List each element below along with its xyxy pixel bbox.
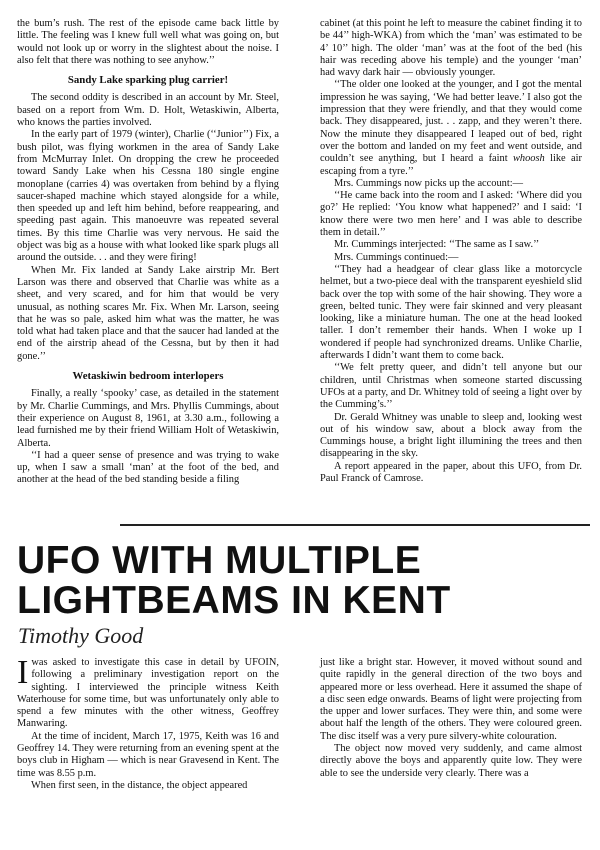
author-byline: Timothy Good <box>18 623 144 648</box>
paragraph: ‘‘We felt pretty queer, and didn’t tell anyone but our children, until Christmas when someone started discussing UFOs at a party, and Dr. Whitney told of seeing a light over by the Cumming’s.’’ <box>320 362 582 411</box>
paragraph: Dr. Gerald Whitney was unable to sleep and, looking west out of his window saw, about a block away from the Cummings house, a bright light illumining the trees and then disappearing in the sky. <box>320 411 582 460</box>
drop-cap: I <box>17 654 29 691</box>
paragraph: When Mr. Fix landed at Sandy Lake airstrip Mr. Bert Larson was there and observed that Charlie was white as a sheet, and very scared, and for him that would be very unusual, as nothing scares Mr. Fix. When Mr. Larson, seeing that he was so pale, asked him what was the matter, he was told what had taken place and that the saucer had landed at the end of the airstrip ahead of the Cessna, but by then it had gone.’’ <box>17 264 279 362</box>
paragraph <box>320 79 582 177</box>
section-divider <box>120 524 590 526</box>
paragraph: ‘‘I had a queer sense of presence and was trying to wake up, when I saw a small ‘man’ at the foot of the bed, and another at the head of the bed standing beside a filing <box>17 449 279 486</box>
section-heading: Sandy Lake sparking plug carrier! <box>67 74 229 87</box>
section-heading: Wetaskiwin bedroom interlopers <box>72 370 224 383</box>
emphasis-text: whoosh <box>512 153 545 165</box>
paragraph: cabinet (at this point he left to measure the cabinet finding it to be 44’’ high-WKA) from which the ‘man’ was estimated to be 4’ 10’’ high. The older ‘man’ was at the foot of the bed (his hair was receding above his temple) and the younger ‘man’ had wavy dark hair — obviously younger. <box>320 18 582 79</box>
paragraph: In the early part of 1979 (winter), Charlie (‘‘Junior’’) Fix, a bush pilot, was flying workmen in the area of Sandy Lake from McMurray Inlet. On dropping the crew he proceeded toward Sandy Lake when his Cessna 180 single engine monoplane (carries 4) was overtaken from behind by a flying saucer-shaped machine which stayed alongside for a while, then speeded up and left him behind, before reappearing, and speeding past again. This manoeuvre was repeated several times. By this time Charlie was very nervous. He said the object was big as a house with what looked like spark plugs all around the outside. . . and they were firing! <box>17 129 279 264</box>
column-bottom-right <box>320 657 582 780</box>
paragraph: At the time of incident, March 17, 1975, Keith was 16 and Geoffrey 14. They were returning from an evening spent at the boys club in Higham — which is near Gravesend in Kent. The time was 8.55 p.m. <box>17 730 279 779</box>
article-title <box>17 541 451 621</box>
paragraph: When first seen, in the distance, the object appeared <box>31 779 248 791</box>
text-run: was asked to investigate this case in detail by UFOIN, following a preliminary investigation report on the sighting. I interviewed the principle witness Keith Waterhouse for some time, but was unfortunately only able to spend a few minutes with the other witness, Geoffrey Manwaring. <box>17 657 279 730</box>
paragraph <box>17 654 279 731</box>
title-line: UFO WITH MULTIPLE <box>17 539 422 582</box>
paragraph: The second oddity is described in an account by Mr. Steel, based on a report from Wm. D. Holt, Wetaskiwin, Alberta, who knows the parties involved. <box>17 92 279 129</box>
title-line: LIGHTBEAMS IN KENT <box>17 579 451 622</box>
paragraph: Mrs. Cummings now picks up the account:— <box>334 177 524 189</box>
paragraph: just like a bright star. However, it moved without sound and quite rapidly in the general direction of the two boys and appeared more or less overhead. Here it assumed the shape of a disc seen edge onwards. Beams of light were projecting from the upper and lower surfaces. They were thin, and some were about half the length of the others. They were coloured green. The disc itself was a very pure silvery-white colouration. <box>320 657 582 742</box>
paragraph: Finally, a really ‘spooky’ case, as detailed in the statement by Mr. Charlie Cummings, and Mrs. Phyllis Cummings, about their experience on August 8, 1961, at 3.30 a.m., following a lead furnished me by their friend William Holt of Wetaskiwin, Alberta. <box>17 388 279 449</box>
paragraph: ‘‘He came back into the room and I asked: ‘Where did you go?’ He replied: ‘You know what happened?’ and I said: ‘I know there were two men here’ and I was able to describe them in detail.’’ <box>320 190 582 239</box>
paragraph: the bum’s rush. The rest of the episode came back little by little. The feeling was I knew full well what was going on, but would not look up or worry in the slightest about the noise. I also felt that there was nothing to see anyhow.’’ <box>17 18 279 66</box>
column-top-right <box>320 18 582 485</box>
paragraph: The object now moved very suddenly, and came almost directly above the boys and apparently quite low. They were able to see the underside very clearly. There was a <box>320 743 582 779</box>
text-run: ‘‘The older one looked at the younger, and I got the mental impression he was saying, ‘We had better leave.’ I also got the impression that they were friendly, and that they would come back. They disappeared, just. . . zapp, and they weren’t there. Now the minute they disappeared I leaped out of bed, right over the bottom and landed on my feet and went outside, and couldn’t see anything, but I heard a faint <box>320 79 582 165</box>
text-run: like air escaping from a tyre.’’ <box>320 153 582 177</box>
paragraph: A report appeared in the paper, about this UFO, from Dr. Paul Franck of Camrose. <box>320 460 582 484</box>
paragraph: ‘‘They had a headgear of clear glass like a motorcycle helmet, but a two-piece deal with the transparent eyeshield slid back over the top with some of the hair showing. They wore a green, belted tunic. They were fair skinned and very pleasant looking, like a miniature human. The one at the head looked taller. I don’t remember their hands. When I woke up I wondered if people had synchronized dreams. Unlike Charlie, afterwards I didn’t want them to come back. <box>320 263 582 362</box>
paragraph: Mrs. Cummings continued:— <box>334 251 459 263</box>
paragraph: Mr. Cummings interjected: ‘‘The same as I saw.’’ <box>334 239 540 251</box>
column-top-left <box>17 18 279 487</box>
column-bottom-left <box>17 654 279 792</box>
